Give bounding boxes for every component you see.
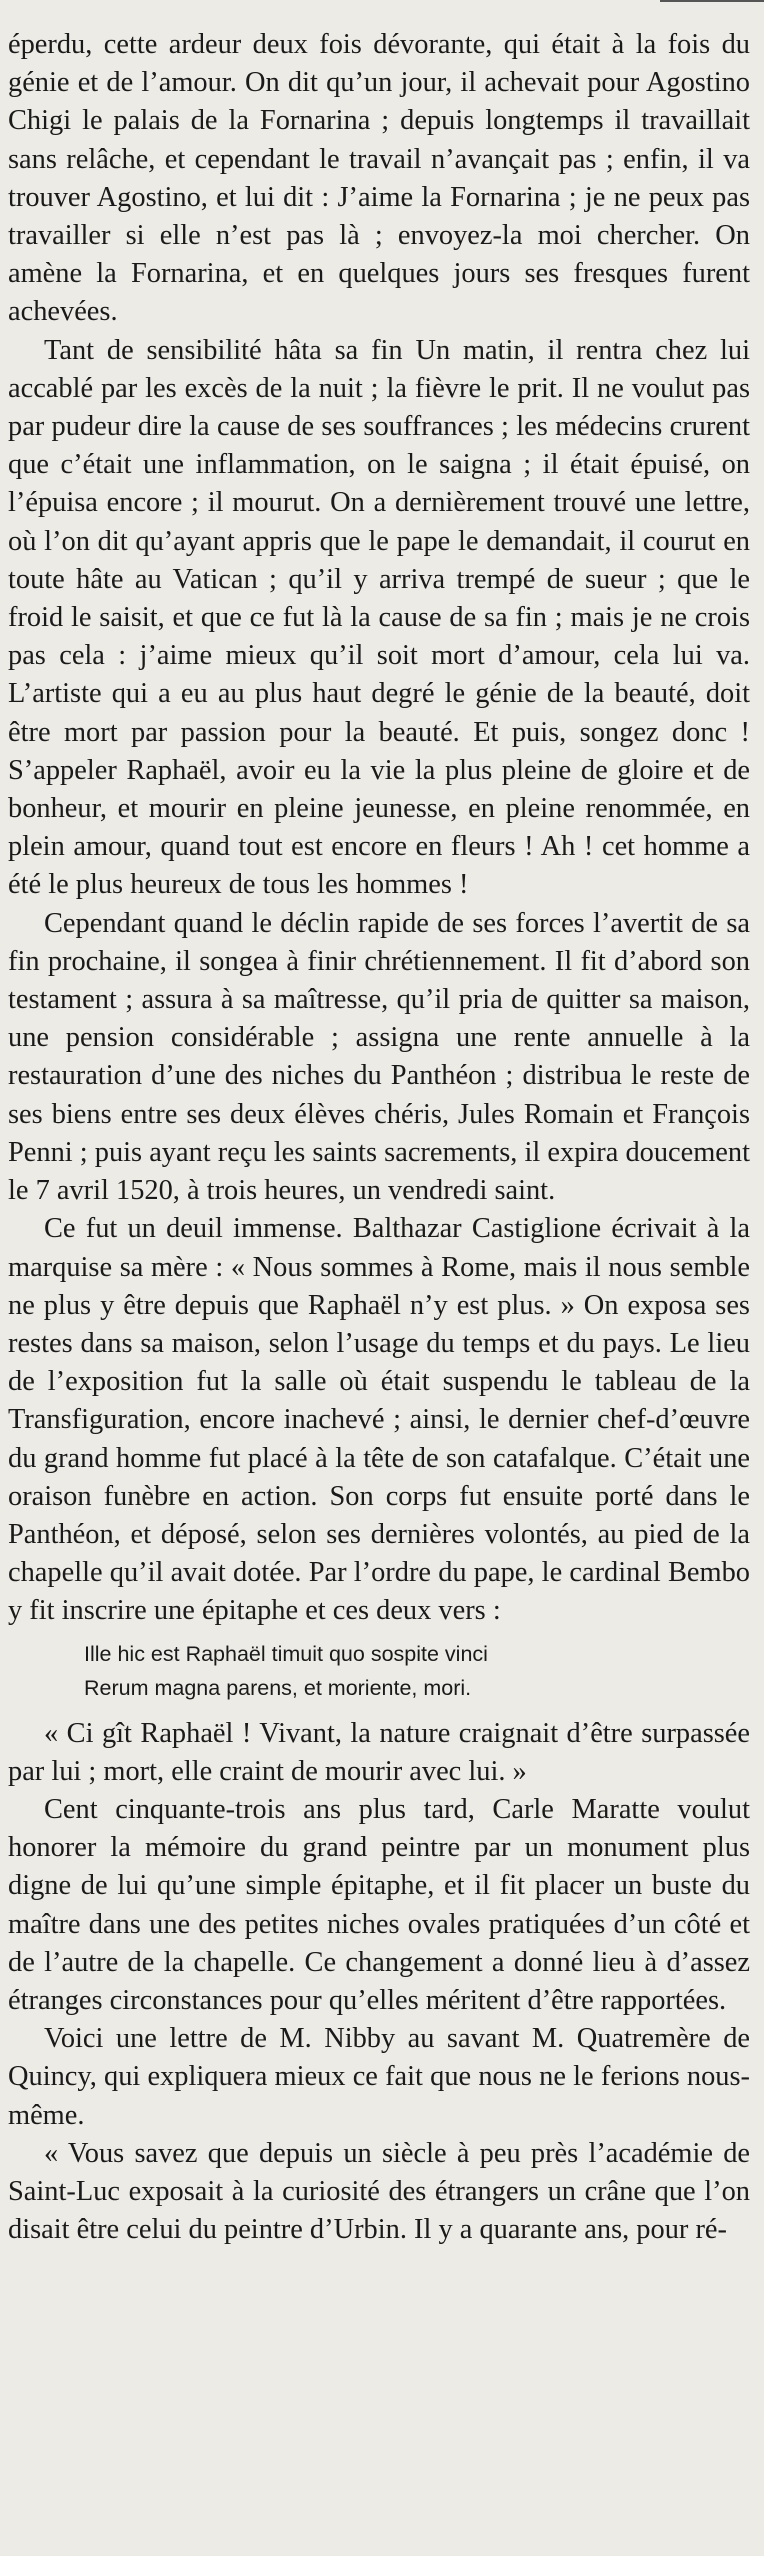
top-rule: [660, 0, 764, 2]
latin-epitaph: [84, 1637, 750, 1705]
paragraph-5: « Ci gît Raphaël ! Vivant, la nature craignait d’être surpassée par lui ; mort, elle craint de mourir avec lui. »: [8, 1717, 750, 1787]
paragraph-7: Voici une lettre de M. Nibby au savant M. Quatremère de Quincy, qui expliquera mieux ce fait que nous ne le ferions nous-même.: [8, 2023, 750, 2131]
paragraph-6: Cent cinquante-trois ans plus tard, Carle Maratte voulut honorer la mémoire du grand peintre par un monument plus digne de lui qu’une simple épitaphe, et il fit placer un buste du maître dans une des petites niches ovales pratiquées d’un côté et de l’autre de la chapelle. Ce changement a donné lieu à d’assez étranges circonstances pour qu’elles méritent d’être rapportées.: [8, 1793, 750, 2016]
epitaph-line-1: Ille hic est Raphaël timuit quo sospite vinci: [84, 1641, 488, 1666]
paragraph-2: Tant de sensibilité hâta sa fin Un matin, il rentra chez lui accablé par les excès de la nuit ; la fièvre le prit. Il ne voulut pas par pudeur dire la cause de ses souffrances ; les médecins crurent que c’était une inflammation, on le saigna ; il était épuisé, on l’épuisa encore ; il mourut. On a dernièrement trouvé une lettre, où l’on dit qu’ayant appris que le pape le demandait, il courut en toute hâte au Vatican ; qu’il y arriva trempé de sueur ; que le froid le saisit, et que ce fut là la cause de sa fin ; mais je ne crois pas cela : j’aime mieux qu’il soit mort d’amour, cela lui va. L’artiste qui a eu au plus haut degré le génie de la beauté, doit être mort par passion pour la beauté. Et puis, songez donc ! S’appeler Raphaël, avoir eu la vie la plus pleine de gloire et de bonheur, et mourir en pleine jeunesse, en pleine renommée, en plein amour, quand tout est encore en fleurs ! Ah ! cet homme a été le plus heureux de tous les hommes !: [8, 334, 750, 901]
epitaph-line-2: Rerum magna parens, et moriente, mori.: [84, 1675, 472, 1700]
paragraph-1: éperdu, cette ardeur deux fois dévorante, qui était à la fois du génie et de l’amour. On dit qu’un jour, il achevait pour Agostino Chigi le palais de la Fornarina ; depuis longtemps il travaillait sans relâche, et cependant le travail n’avançait pas ; enfin, il va trouver Agostino, et lui dit : J’aime la Fornarina ; je ne peux pas travailler si elle n’est pas là ; envoyez-la moi chercher. On amène la Fornarina, et en quelques jours ses fresques furent achevées.: [8, 29, 750, 328]
paragraph-4: Ce fut un deuil immense. Balthazar Castiglione écrivait à la marquise sa mère : « Nous sommes à Rome, mais il nous semble ne plus y être depuis que Raphaël n’y est plus. » On exposa ses restes dans sa maison, selon l’usage du temps et du pays. Le lieu de l’exposition fut la salle où était suspendu le tableau de la Transfiguration, encore inachevé ; ainsi, le dernier chef-d’œuvre du grand homme fut placé à la tête de son catafalque. C’était une oraison funèbre en action. Son corps fut ensuite porté dans le Panthéon, et déposé, selon ses dernières volontés, au pied de la chapelle qu’il avait dotée. Par l’ordre du pape, le cardinal Bembo y fit inscrire une épitaphe et ces deux vers :: [8, 1213, 750, 1627]
article-body: [8, 26, 750, 2249]
paragraph-3: Cependant quand le déclin rapide de ses forces l’avertit de sa fin prochaine, il songea à finir chrétiennement. Il fit d’abord son testament ; assura à sa maîtresse, qu’il pria de quitter sa maison, une pension considérable ; assigna une rente annuelle à la restauration d’une des niches du Panthéon ; distribua le reste de ses biens entre ses deux élèves chéris, Jules Romain et François Penni ; puis ayant reçu les saints sacrements, il expira doucement le 7 avril 1520, à trois heures, un vendredi saint.: [8, 907, 750, 1207]
paragraph-8: « Vous savez que depuis un siècle à peu près l’académie de Saint-Luc exposait à la curiosité des étrangers un crâne que l’on disait être celui du peintre d’Urbin. Il y a quarante ans, pour ré-: [8, 2137, 750, 2246]
